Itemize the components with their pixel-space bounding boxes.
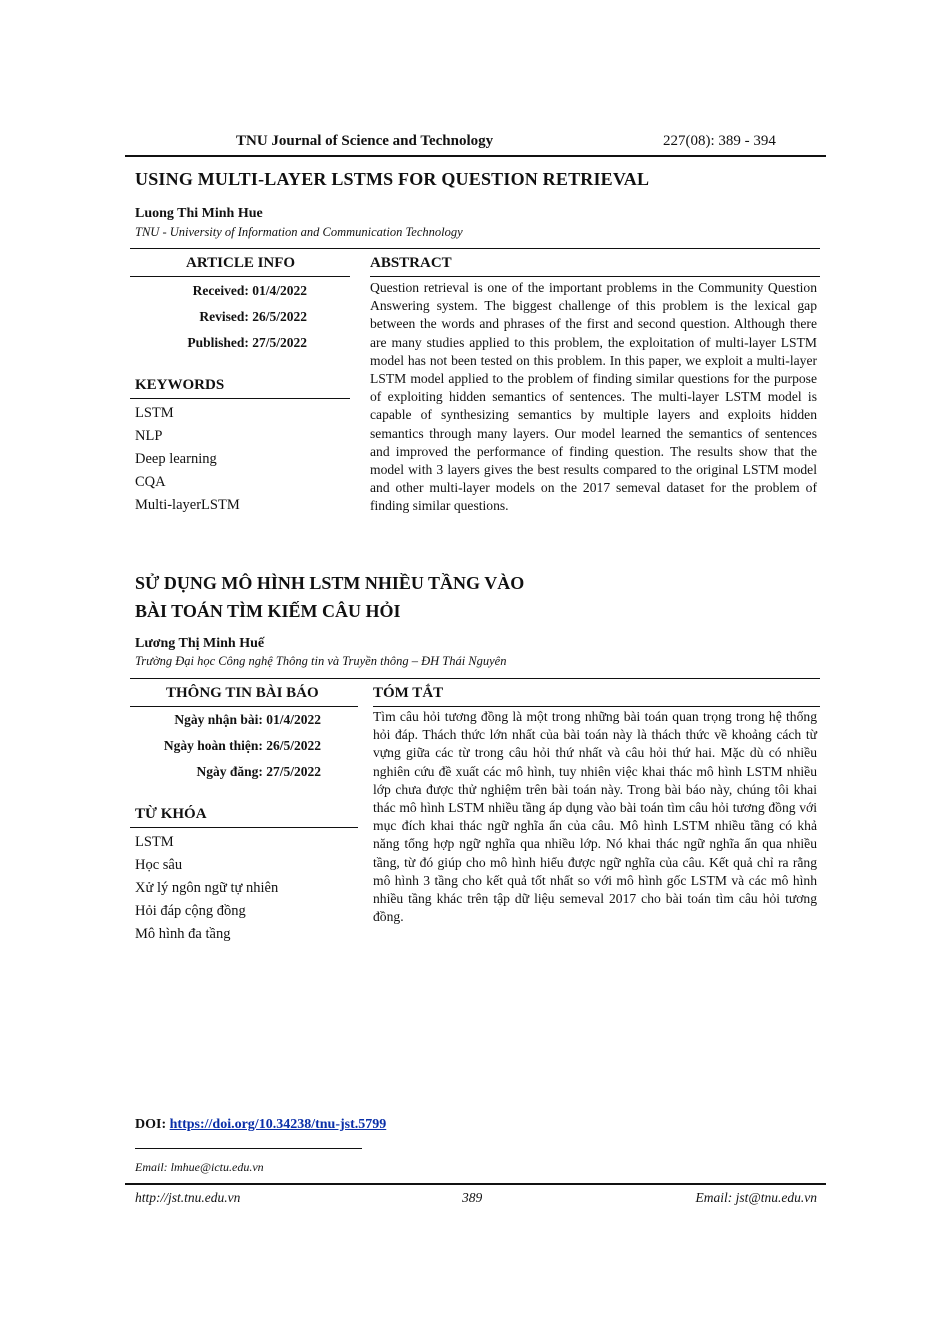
section-top-rule-en <box>130 248 820 249</box>
affiliation-vi: Trường Đại học Công nghệ Thông tin và Truyền thông – ĐH Thái Nguyên <box>135 654 507 668</box>
footer-rule <box>125 1183 826 1185</box>
article-title-en: USING MULTI-LAYER LSTMS FOR QUESTION RETRIEVAL <box>135 169 650 189</box>
published-date-vi: Ngày đăng: 27/5/2022 <box>196 764 321 779</box>
keywords-head-vi: TỪ KHÓA <box>135 806 207 822</box>
keyword: Multi-layerLSTM <box>135 497 240 513</box>
article-info-head-vi: THÔNG TIN BÀI BÁO <box>166 685 319 701</box>
received-date: Received: 01/4/2022 <box>192 283 307 298</box>
keyword: Học sâu <box>135 857 183 873</box>
keyword: CQA <box>135 474 166 490</box>
article-title-vi <box>135 569 524 625</box>
doi-label: DOI: <box>135 1117 167 1132</box>
title-vi-line2: BÀI TOÁN TÌM KIẾM CÂU HỎI <box>135 601 401 621</box>
page-number: 389 <box>462 1190 483 1205</box>
doi-link[interactable]: https://doi.org/10.34238/tnu-jst.5799 <box>169 1117 387 1132</box>
keywords-list-en <box>135 402 240 517</box>
keyword: NLP <box>135 428 163 444</box>
author-en: Luong Thi Minh Hue <box>135 206 263 221</box>
published-date: Published: 27/5/2022 <box>187 335 307 350</box>
abstract-text-en: Question retrieval is one of the important problems in the Community Question Answering system. The biggest challenge of this problem is the lexical gap between the words and phrases of the first and second question. Although there are many studies applied to this problem, the exploitation of multi-layer LSTM model has not been tested on this problem. In this paper, we exploit a multi-layer LSTM model applied to the problem of finding similar questions for the purpose of exploiting hidden semantics of sentences. The multi-layer LSTM model is capable of synthesizing semantics by multiple layers and exploits hidden semantics through many layers. Our model learned the semantics of sentences and improved the performance of finding question. The results show that the model with 3 layers gives the best results compared to the original LSTM model and other multi-layer models on the 2017 semeval dataset for the problem of finding similar questions. <box>370 280 817 514</box>
title-vi-line1: SỬ DỤNG MÔ HÌNH LSTM NHIỀU TẦNG VÀO <box>135 573 525 593</box>
doi-line <box>135 1117 386 1133</box>
footer-email: Email: jst@tnu.edu.vn <box>695 1190 817 1205</box>
abstract-text-vi: Tìm câu hỏi tương đồng là một trong những bài toán quan trọng trong hệ thống hỏi đáp. Thách thức lớn nhất của bài toán này là thách thức về khoảng cách từ vựng giữa các từ trong câu hỏi thứ nhất và câu hỏi thứ hai. Mặc dù có nhiều nghiên cứu đề xuất các mô hình, tuy nhiên việc khai thác mô hình LSTM nhiều lớp chưa được thử nghiệm trên bài toán này. Trong bài báo này, chúng tôi khai thác mô hình LSTM nhiều tầng áp dụng vào bài toán tìm câu hỏi tương đồng với mục đích khai thác ngữ nghĩa ẩn của câu. Mô hình LSTM nhiều tầng có khả năng tổng hợp ngữ nghĩa qua nhiều lớp. Nó khai thác ngữ nghĩa ẩn qua nhiều tầng, từ đó giúp cho mô hình hiểu được ngữ nghĩa của câu. Kết quả chỉ ra rằng mô hình 3 tầng cho kết quả tốt nhất so với mô hình gốc LSTM và các mô hình nhiều tầng khác trên tập dữ liệu semeval 2017 cho bài toán tìm câu hỏi tương đồng. <box>373 709 817 925</box>
abstract-rule-en <box>370 276 820 277</box>
keywords-rule-vi <box>130 827 358 828</box>
issue-number: 227(08): 389 - 394 <box>663 133 776 149</box>
author-vi: Lương Thị Minh Huế <box>135 636 265 651</box>
keywords-rule-en <box>130 398 350 399</box>
article-info-head-en: ARTICLE INFO <box>186 255 296 271</box>
dates-en <box>130 278 307 356</box>
header-rule <box>125 155 826 157</box>
footer-url: http://jst.tnu.edu.vn <box>135 1190 241 1205</box>
received-date-vi: Ngày nhận bài: 01/4/2022 <box>174 712 321 727</box>
abstract-head-vi: TÓM TẮT <box>373 685 444 701</box>
info-rule-en <box>130 276 350 277</box>
abstract-rule-vi <box>373 706 820 707</box>
section-top-rule-vi <box>130 678 820 679</box>
abstract-head-en: ABSTRACT <box>370 255 452 271</box>
affiliation-en: TNU - University of Information and Communication Technology <box>135 225 463 239</box>
keyword: LSTM <box>135 834 174 850</box>
keyword: LSTM <box>135 405 174 421</box>
footnote-email: Email: lmhue@ictu.edu.vn <box>135 1160 264 1174</box>
footnote-rule <box>135 1148 362 1149</box>
keyword: Hỏi đáp cộng đồng <box>135 903 246 919</box>
dates-vi <box>130 707 321 785</box>
journal-name: TNU Journal of Science and Technology <box>236 133 494 149</box>
revised-date: Revised: 26/5/2022 <box>199 309 307 324</box>
keyword: Mô hình đa tầng <box>135 926 231 942</box>
keyword: Xử lý ngôn ngữ tự nhiên <box>135 880 279 896</box>
keywords-list-vi <box>135 831 278 946</box>
keyword: Deep learning <box>135 451 217 467</box>
keywords-head-en: KEYWORDS <box>135 377 225 393</box>
revised-date-vi: Ngày hoàn thiện: 26/5/2022 <box>163 738 321 753</box>
